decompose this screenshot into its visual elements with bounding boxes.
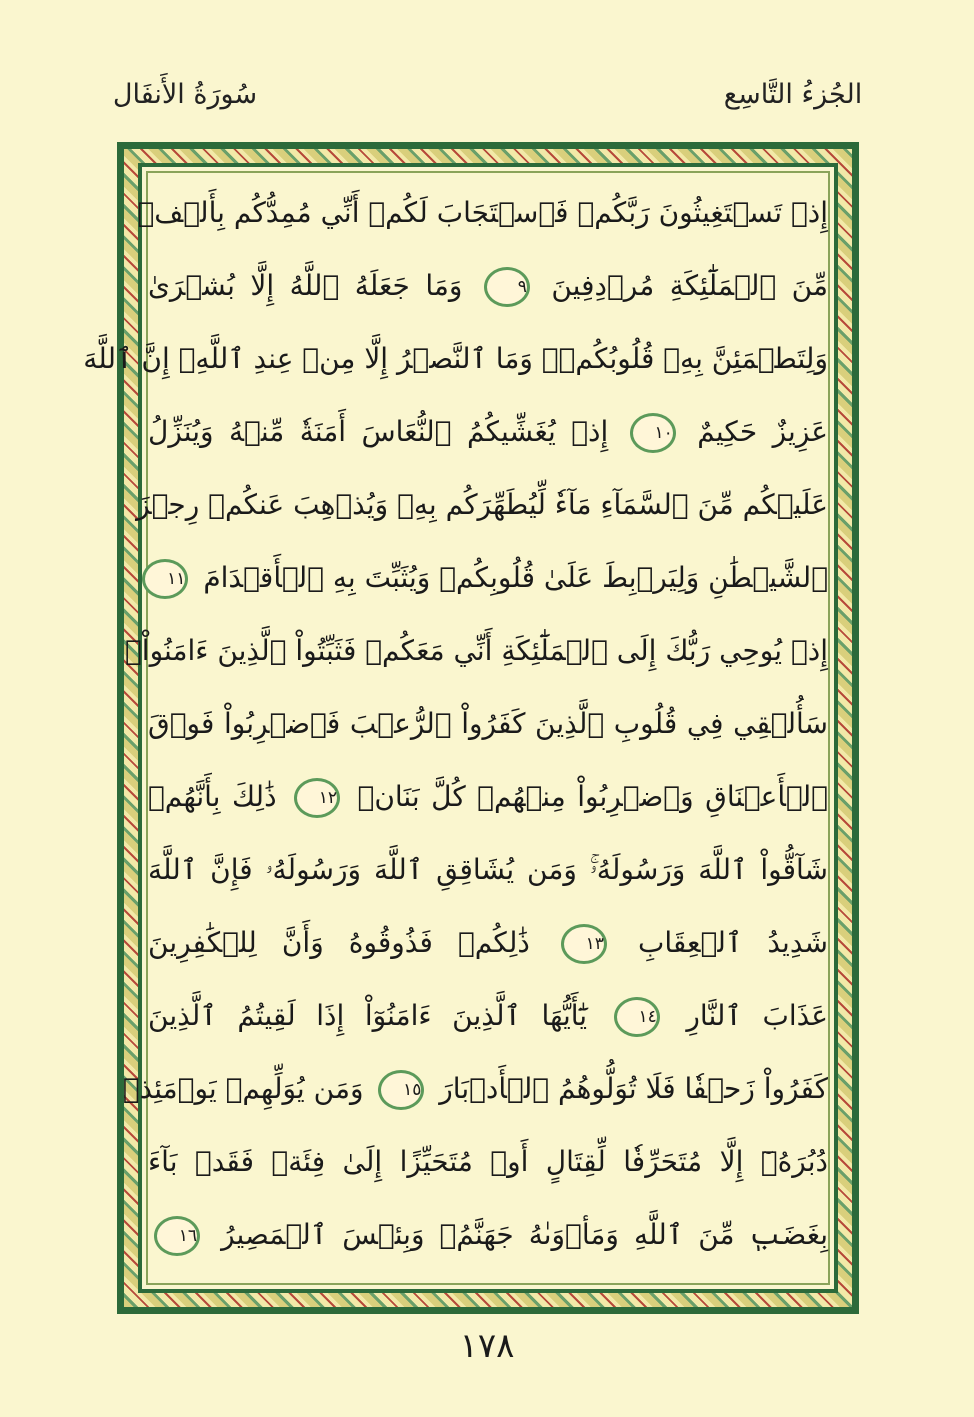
text-line-15: [148, 1200, 828, 1270]
ayah-number-marker: ١٥: [378, 1070, 424, 1110]
text-line-13: [122, 1054, 828, 1124]
surah-name-header: سُورَةُ الأَنفَال: [112, 79, 258, 110]
verse-text: وَمَا جَعَلَهُ ٱللَّهُ إِلَّا بُشۡرَىٰ: [148, 269, 463, 302]
verse-text: عَذَابَ ٱلنَّارِ: [686, 999, 829, 1032]
verse-text: عَزِيزٌ حَكِيمٌ: [697, 415, 829, 448]
ayah-number-marker: ١١: [142, 559, 188, 599]
verse-text: كَفَرُواْ زَحۡفٗا فَلَا تُوَلُّوهُمُ ٱلۡأَدۡبَارَ: [439, 1072, 828, 1105]
ayah-number-marker: ١٣: [561, 924, 607, 964]
verse-text: ٱلشَّيۡطَٰنِ وَلِيَرۡبِطَ عَلَىٰ قُلُوبِكُمۡ وَيُثَبِّتَ بِهِ ٱلۡأَقۡدَامَ: [203, 561, 828, 594]
text-line-12: [148, 981, 828, 1051]
text-line-4: [148, 397, 828, 467]
verse-text: بِغَضَبٖ مِّنَ ٱللَّهِ وَمَأۡوَىٰهُ جَهَنَّمُۖ وَبِئۡسَ ٱلۡمَصِيرُ: [221, 1218, 828, 1251]
text-line-6: [148, 543, 828, 613]
text-line-1: [137, 178, 828, 248]
text-line-14: [148, 1127, 828, 1197]
verse-text: يَٰٓأَيُّهَا ٱلَّذِينَ ءَامَنُوٓاْ إِذَا لَقِيتُمُ ٱلَّذِينَ: [148, 999, 588, 1032]
ayah-number-marker: ١٦: [154, 1216, 200, 1256]
text-line-5: [136, 470, 828, 540]
verse-text: شَدِيدُ ٱلۡعِقَابِ: [637, 926, 828, 959]
verse-text: ذَٰلِكُمۡ فَذُوقُوهُ وَأَنَّ لِلۡكَٰفِرِينَ: [148, 926, 530, 959]
verse-text: شَآقُّواْ ٱللَّهَ وَرَسُولَهُۥۚ وَمَن يُشَاقِقِ ٱللَّهَ وَرَسُولَهُۥ فَإِنَّ ٱللَّهَ: [148, 853, 828, 886]
verse-text: دُبُرَهُۥٓ إِلَّا مُتَحَرِّفٗا لِّقِتَالٍ أَوۡ مُتَحَيِّزًا إِلَىٰ فِئَةٖ فَقَدۡ بَآءَ: [148, 1145, 828, 1178]
verse-text: وَمَن يُوَلِّهِمۡ يَوۡمَئِذٖ: [122, 1072, 364, 1105]
quran-text-area: [83, 178, 829, 1278]
verse-text: إِذۡ تَسۡتَغِيثُونَ رَبَّكُمۡ فَٱسۡتَجَابَ لَكُمۡ أَنِّي مُمِدُّكُم بِأَلۡفٖ: [137, 196, 828, 229]
ayah-number-marker: ١٠: [630, 413, 676, 453]
verse-text: إِذۡ يُغَشِّيكُمُ ٱلنُّعَاسَ أَمَنَةٗ مِّنۡهُ وَيُنَزِّلُ: [148, 415, 609, 448]
page-number: ١٧٨: [459, 1326, 515, 1366]
verse-text: ٱلۡأَعۡنَاقِ وَٱضۡرِبُواْ مِنۡهُمۡ كُلَّ بَنَانٖ: [357, 780, 828, 813]
ayah-number-marker: ٩: [484, 267, 530, 307]
ayah-number-marker: ١٤: [614, 997, 660, 1037]
verse-text: ذَٰلِكَ بِأَنَّهُمۡ: [148, 780, 277, 813]
text-line-2: [148, 251, 828, 321]
text-line-10: [148, 835, 828, 905]
text-line-7: [124, 616, 828, 686]
verse-text: عَلَيۡكُم مِّنَ ٱلسَّمَآءِ مَآءٗ لِّيُطَهِّرَكُم بِهِۦ وَيُذۡهِبَ عَنكُمۡ رِجۡزَ: [136, 488, 828, 521]
text-line-9: [148, 762, 828, 832]
text-line-11: [148, 908, 828, 978]
verse-text: إِذۡ يُوحِي رَبُّكَ إِلَى ٱلۡمَلَٰٓئِكَةِ أَنِّي مَعَكُمۡ فَثَبِّتُواْ ٱلَّذِينَ ءَامَنُواْۚ: [124, 634, 828, 667]
verse-text: مِّنَ ٱلۡمَلَٰٓئِكَةِ مُرۡدِفِينَ: [551, 269, 828, 302]
verse-text: وَلِتَطۡمَئِنَّ بِهِۦ قُلُوبُكُمۡۚ وَمَا ٱلنَّصۡرُ إِلَّا مِنۡ عِندِ ٱللَّهِۚ إِنَّ ٱللَّهَ: [83, 342, 828, 375]
verse-text: سَأُلۡقِي فِي قُلُوبِ ٱلَّذِينَ كَفَرُواْ ٱلرُّعۡبَ فَٱضۡرِبُواْ فَوۡقَ: [148, 707, 828, 740]
juz-name-header: الجُزءُ التَّاسِع: [723, 79, 863, 110]
text-line-3: [83, 324, 828, 394]
text-line-8: [148, 689, 828, 759]
ayah-number-marker: ١٢: [294, 778, 340, 818]
